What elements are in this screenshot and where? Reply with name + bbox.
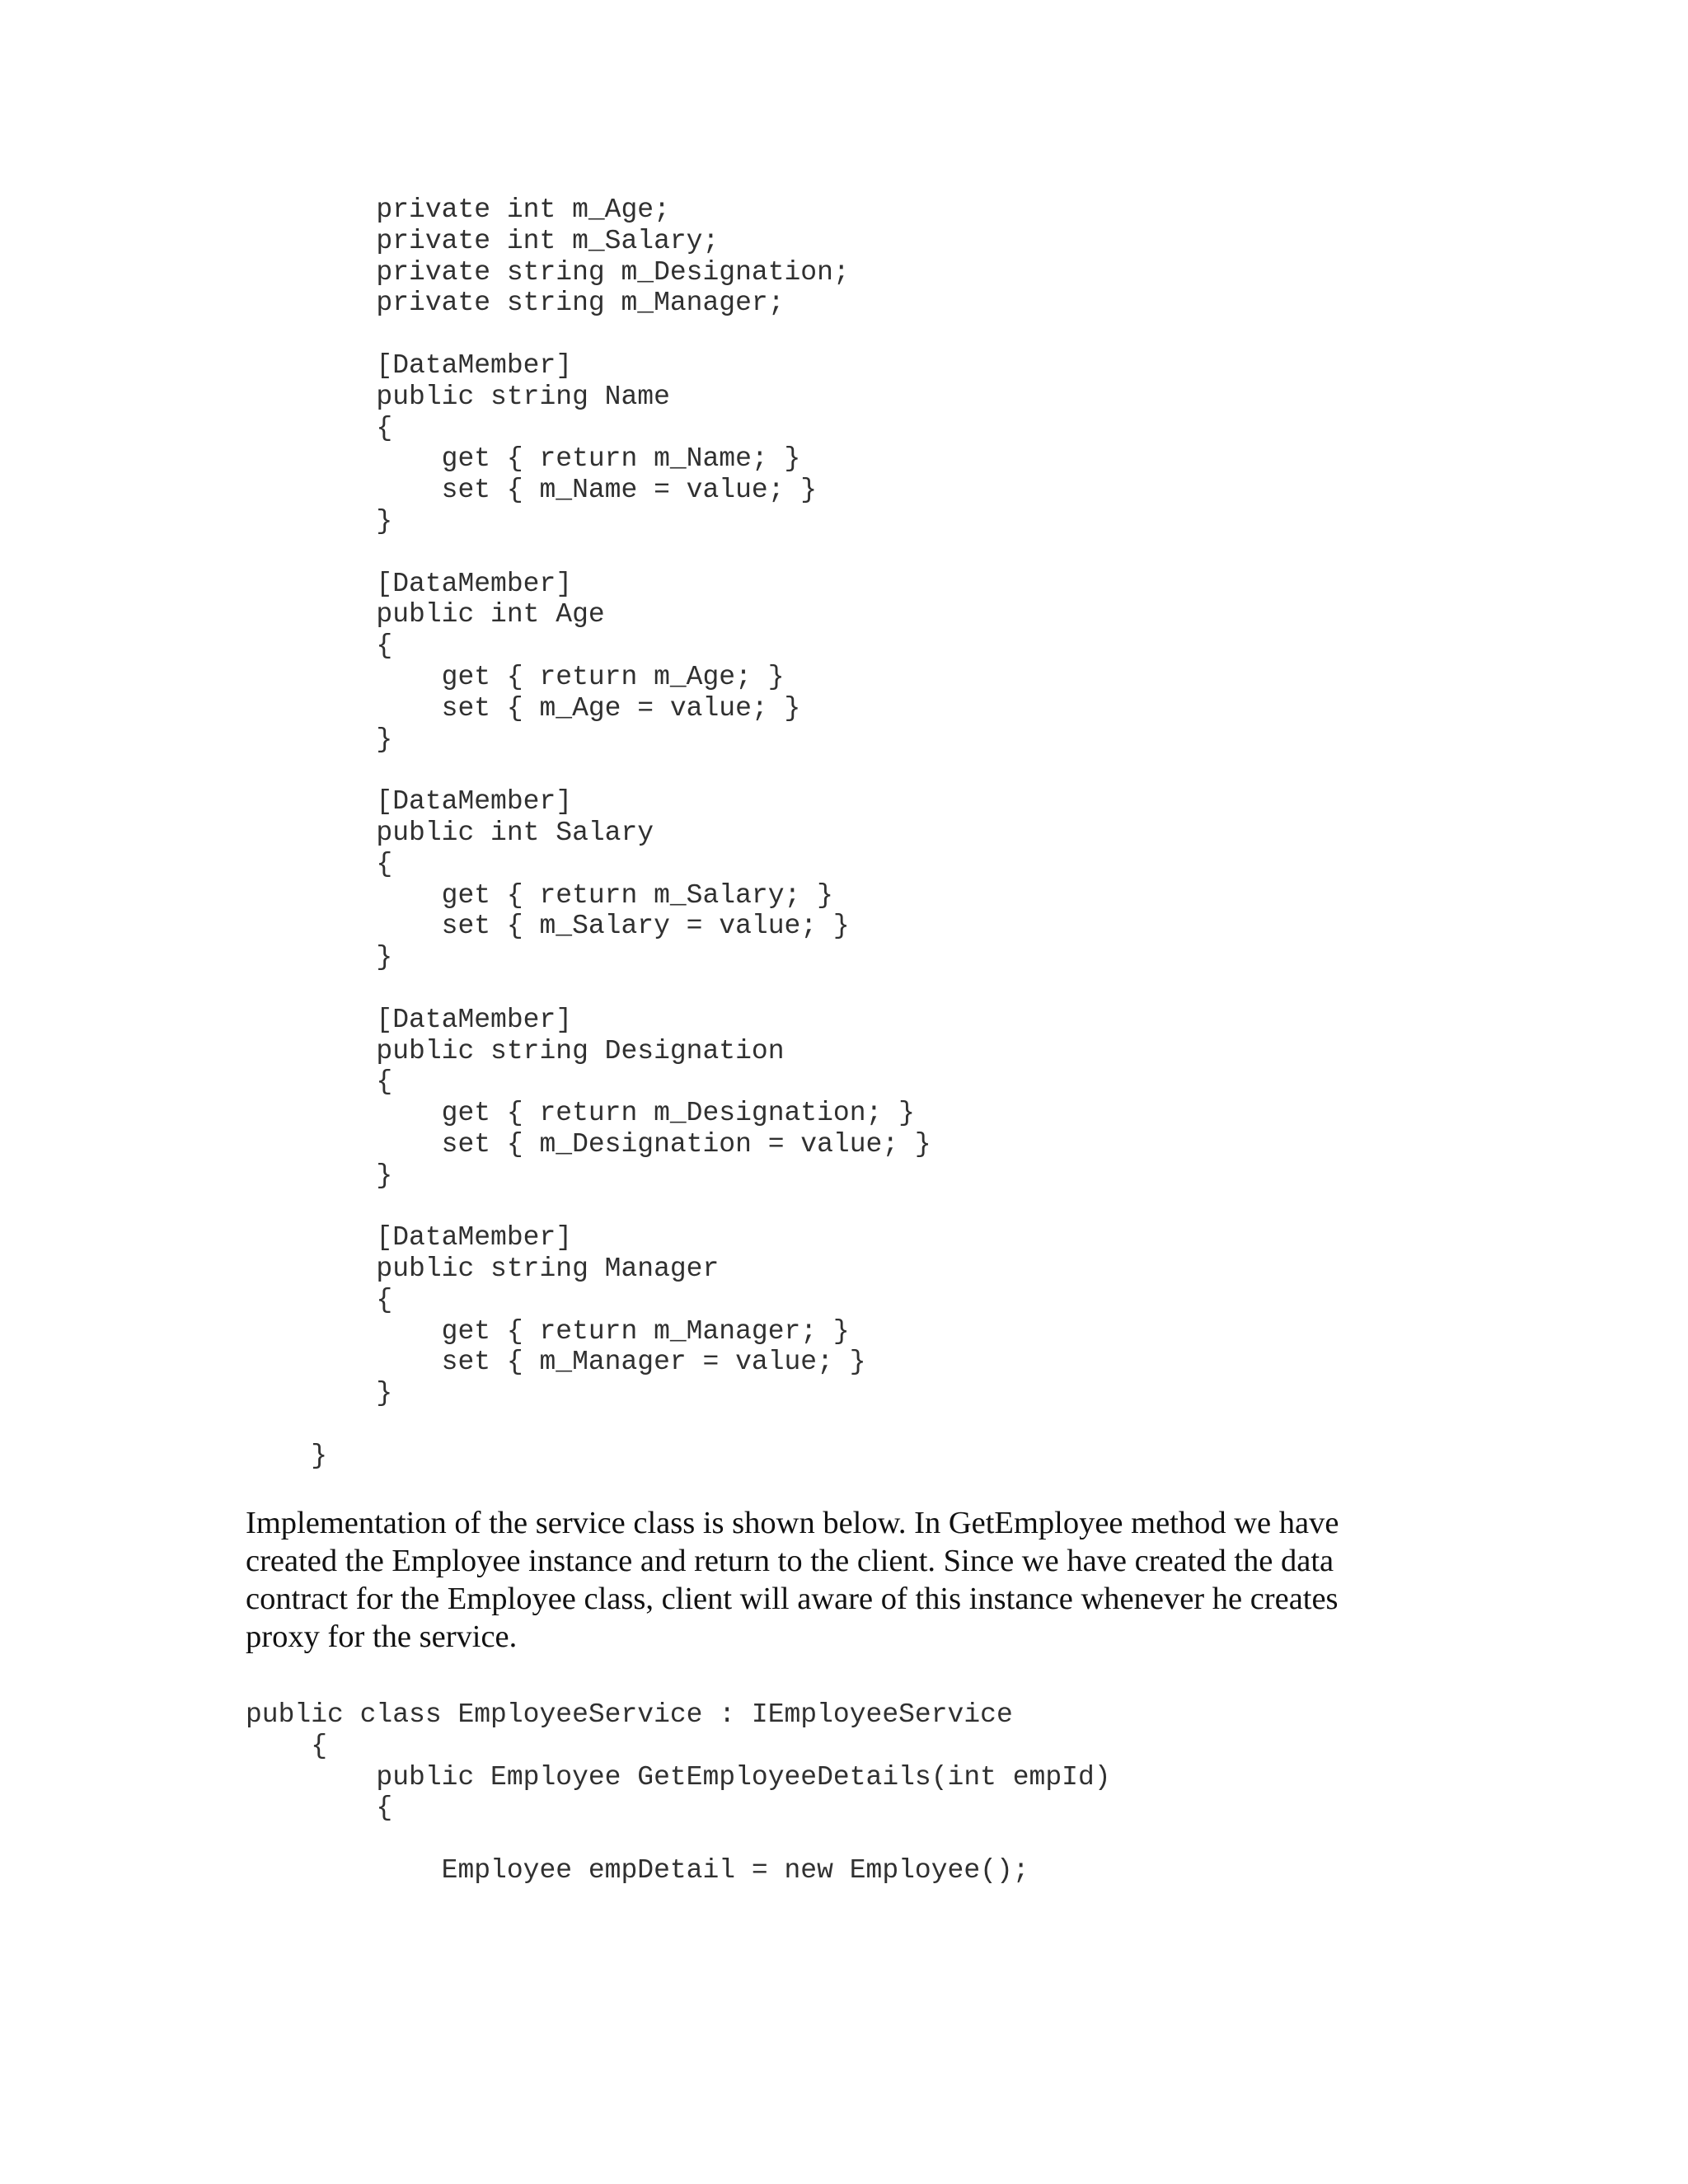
code-line — [246, 537, 931, 569]
code-line: get { return m_Manager; } — [246, 1315, 850, 1347]
code-line: get { return m_Age; } — [246, 661, 785, 692]
code-line: [DataMember] — [246, 1222, 573, 1254]
code-line: public string Name — [246, 381, 670, 412]
code-line: { — [246, 1066, 393, 1098]
code-block-employee-properties — [246, 194, 931, 1472]
code-line — [246, 1409, 931, 1441]
code-line: get { return m_Salary; } — [246, 879, 833, 911]
code-line — [246, 973, 931, 1005]
code-line: [DataMember] — [246, 1004, 573, 1035]
code-line: private string m_Designation; — [246, 256, 850, 288]
code-block-employee-service — [246, 1699, 1111, 1886]
code-line: } — [246, 505, 393, 537]
code-line: public Employee GetEmployeeDetails(int empId) — [246, 1761, 1111, 1793]
code-line: } — [246, 1440, 328, 1471]
code-line: { — [246, 412, 393, 443]
code-line: set { m_Name = value; } — [246, 475, 818, 506]
code-line: get { return m_Name; } — [246, 443, 801, 475]
code-line: private int m_Age; — [246, 194, 670, 225]
code-line: public int Salary — [246, 817, 654, 848]
code-line: { — [246, 630, 393, 662]
paragraph-line: Implementation of the service class is shown below. In GetEmployee method we have — [246, 1506, 1339, 1540]
code-line: set { m_Age = value; } — [246, 692, 801, 724]
body-paragraph — [246, 1504, 1432, 1656]
code-line — [246, 755, 931, 786]
code-line: { — [246, 848, 393, 879]
code-line: } — [246, 1160, 393, 1191]
code-line: public class EmployeeService : IEmployeeService — [246, 1699, 1013, 1730]
code-line: } — [246, 942, 393, 973]
code-line: get { return m_Designation; } — [246, 1098, 915, 1129]
paragraph-line: created the Employee instance and return to the client. Since we have created the data — [246, 1544, 1334, 1578]
code-line: { — [246, 1284, 393, 1315]
code-line: } — [246, 1378, 393, 1409]
code-line: private string m_Manager; — [246, 288, 785, 319]
code-line: set { m_Salary = value; } — [246, 911, 850, 942]
paragraph-line: contract for the Employee class, client will aware of this instance whenever he creates — [246, 1582, 1339, 1616]
code-line: public int Age — [246, 599, 605, 630]
code-line: [DataMember] — [246, 568, 573, 599]
code-line — [246, 319, 931, 350]
code-line: public string Manager — [246, 1254, 720, 1285]
code-line: set { m_Designation = value; } — [246, 1128, 931, 1160]
code-line: set { m_Manager = value; } — [246, 1347, 866, 1378]
paragraph-line: proxy for the service. — [246, 1619, 518, 1654]
code-line — [246, 1824, 1111, 1855]
code-line — [246, 1192, 931, 1223]
code-line: [DataMember] — [246, 349, 573, 381]
code-line: private int m_Salary; — [246, 225, 720, 256]
code-line: [DataMember] — [246, 786, 573, 818]
code-line: { — [246, 1730, 328, 1761]
code-line: public string Designation — [246, 1035, 785, 1066]
code-line: Employee empDetail = new Employee(); — [246, 1854, 1029, 1886]
code-line: } — [246, 724, 393, 755]
code-line: { — [246, 1793, 393, 1824]
